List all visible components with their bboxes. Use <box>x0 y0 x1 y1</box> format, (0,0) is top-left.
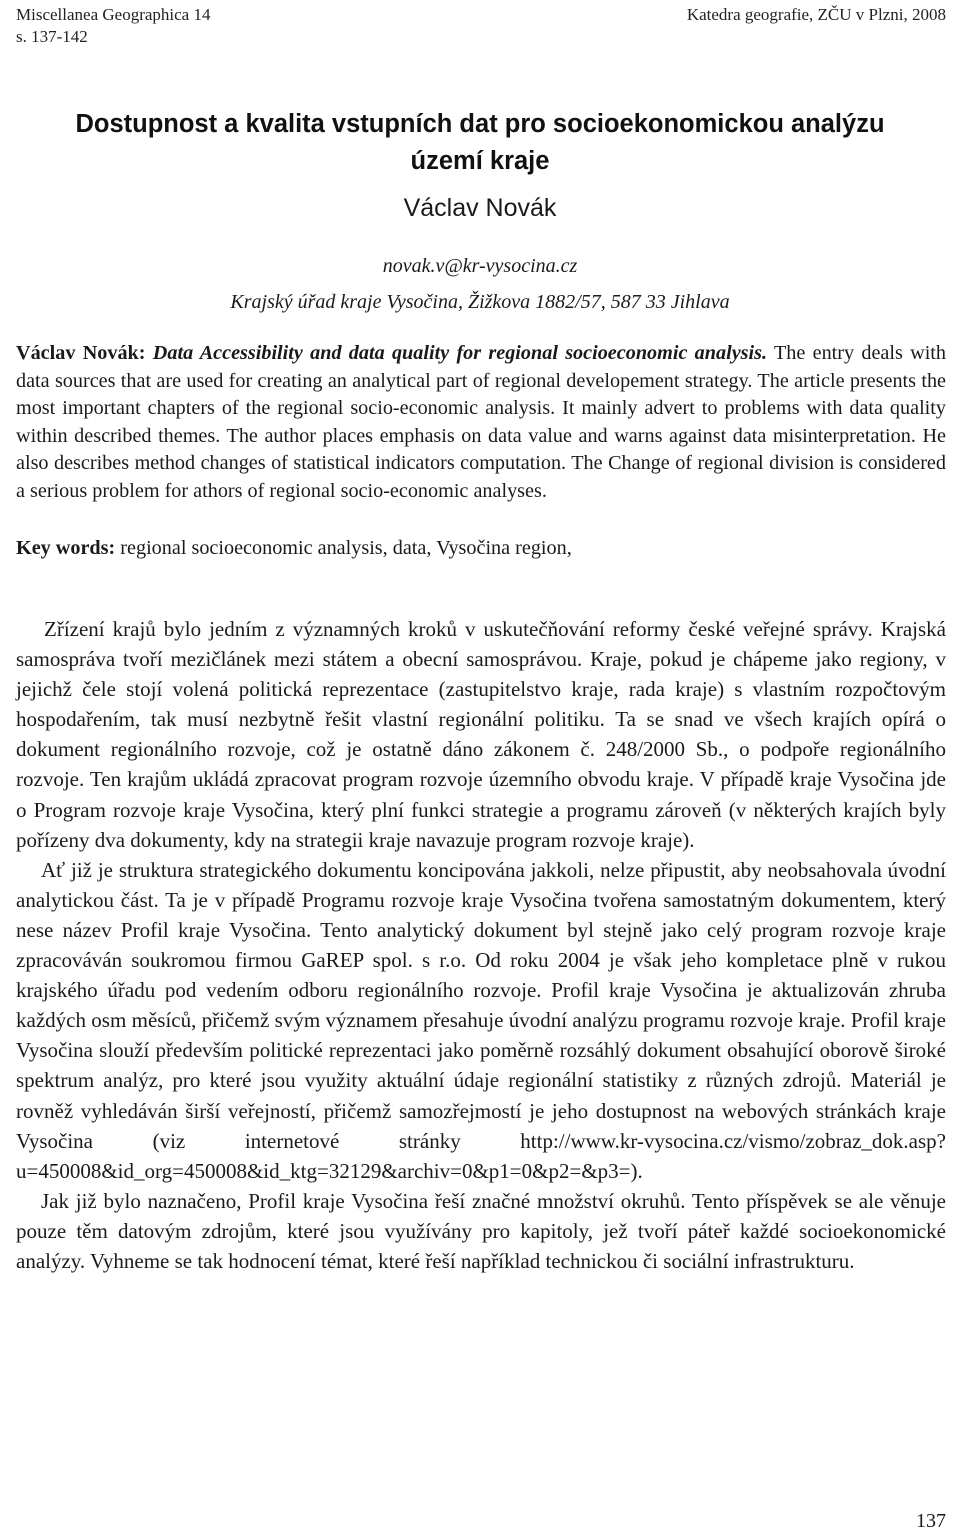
author-name: Václav Novák <box>403 194 557 222</box>
body-text <box>16 614 946 1276</box>
journal-name: Miscellanea Geographica 14 <box>16 5 211 24</box>
paragraph-2: Ať již je struktura strategického dokumentu koncipována jakkoli, nelze připustit, aby neobsahovala úvodní analytickou část. Ta je v případě Programu rozvoje kraje Vysočina tvořena samostatným dokumentem, který nese název Profil kraje Vysočina. Tento analytický dokument byl stejně jako celý program rozvoje kraje zpracováván soukromou firmou GaREP spol. s r.o. Od roku 2004 je však jeho kompletace plně v rukou krajského úřadu pod vedením odboru regionálního rozvoje. Profil kraje Vysočina je aktualizován zhruba každých osm měsíců, přičemž svým významem přesahuje úvodní analýzu programu rozvoje kraje. Profil kraje Vysočina slouží především politické reprezentaci jako poměrně rozsáhlý dokument obsahující oborově široké spektrum analýz, pro které jsou využity aktuální údaje regionální statistiky z různých zdrojů. Materiál je rovněž vyhledáván širší veřejností, přičemž samozřejmostí je jeho dostupnost na webových stránkách kraje Vysočina (viz internetové stránky http://www.kr-vysocina.cz/vismo/zobraz_dok.asp?u=450008&id_org=450008&id_ktg=32129&archiv=0&p1=0&p2=&p3=). <box>16 857 946 1183</box>
abstract <box>16 340 946 506</box>
author-email: novak.v@kr-vysocina.cz <box>382 255 578 277</box>
paragraph-1: Zřízení krajů bylo jedním z významných kroků v uskutečňování reformy české veřejné správy. Krajská samospráva tvoří mezičlánek mezi státem a obecní samosprávou. Kraje, pokud je chápeme jako regiony, v jejichž čele stojí volená politická reprezentace (zastupitelstvo kraje, rada kraje) s vlastním rozpočtovým hospodařením, tak musí nezbytně řešit vlastní regionální politiku. Ta se snad ve všech krajích opírá o dokument regionálního rozvoje, což je ostatně dáno zákonem č. 248/2000 Sb., o podpoře regionálního rozvoje. Ten krajům ukládá zpracovat program rozvoje územního obvodu kraje. V případě kraje Vysočina jde o Program rozvoje kraje Vysočina, který plní funkci strategie a programu zároveň (v některých krajích byly pořízeny dva dokumenty, kdy na strategii kraje navazuje program rozvoje kraje). <box>16 617 946 852</box>
running-header <box>16 4 946 48</box>
keywords-label: Key words: <box>16 537 116 559</box>
abstract-author: Václav Novák: <box>16 342 146 364</box>
title-line-1: Dostupnost a kvalita vstupních dat pro socioekonomickou analýzu <box>75 110 885 138</box>
abstract-title: Data Accessibility and data quality for regional socioeconomic analysis. <box>152 342 768 364</box>
paragraph-3: Jak již bylo naznačeno, Profil kraje Vysočina řeší značné množství okruhů. Tento příspěvek se ale věnuje pouze těm datovým zdrojům, které jsou využívány pro kapitoly, jež tvoří páteř každé socioekonomické analýzy. Vyhneme se tak hodnocení témat, které řeší například technickou či sociální infrastrukturu. <box>16 1188 946 1273</box>
header-left <box>16 4 210 48</box>
page-range: s. 137-142 <box>16 27 88 46</box>
keywords-text: regional socioeconomic analysis, data, Vysočina region, <box>120 537 572 559</box>
abstract-text: The entry deals with data sources that are used for creating an analytical part of regional developement strategy. The article presents the most important chapters of the regional socio-economic analysis. It mainly advert to problems with data quality within described themes. The author places emphasis on data value and warns against data misinterpretation. He also describes method changes of statistical indicators computation. The Change of regional division is considered a serious problem for athors of regional socio-economic analyses. <box>16 342 947 502</box>
paper-title <box>20 106 940 180</box>
page-number: 137 <box>916 1510 946 1532</box>
publisher: Katedra geografie, ZČU v Plzni, 2008 <box>686 5 946 24</box>
author-affiliation: Krajský úřad kraje Vysočina, Žižkova 1882/57, 587 33 Jihlava <box>230 291 730 313</box>
title-line-2: území kraje <box>410 147 550 175</box>
keywords <box>16 534 946 562</box>
